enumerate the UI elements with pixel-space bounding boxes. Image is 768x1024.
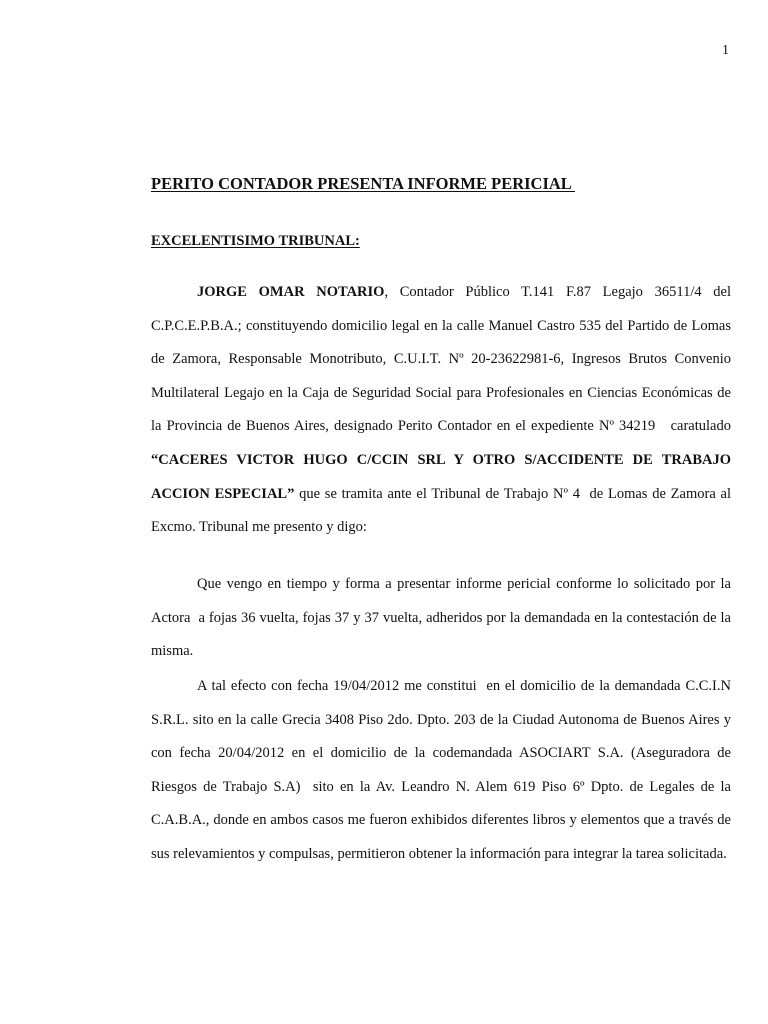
introduction-text-end: que se tramita ante el Tribunal de Trabajo Nº 4 de Lomas de Zamora al Excmo. Tribunal me presento y digo: xyxy=(151,485,735,536)
introduction-text: , Contador Público T.141 F.87 Legajo 36511/4 del C.P.C.E.P.B.A.; constituyendo domicilio legal en la calle Manuel Castro 535 del Partido de Lomas de Zamora, Responsable Monotributo, C.U.I.T. Nº 20-23622981-6, Ingresos Brutos Convenio Multilateral Legajo en la Caja de Seguridad Social para Profesionales en Ciencias Económicas de la Provincia de Buenos Aires, designado Perito Contador en el expediente Nº 34219 caratulado xyxy=(151,284,735,435)
paragraph-visits: A tal efecto con fecha 19/04/2012 me constitui en el domicilio de la demandada C.C.I.N S.R.L. sito en la calle Grecia 3408 Piso 2do. Dpto. 203 de la Ciudad Autonoma de Buenos Aires y con fecha 20/04/2012 en el domicilio de la codemandada ASOCIART S.A. (Aseguradora de Riesgos de Trabajo S.A) sito en la Av. Leandro N. Alem 619 Piso 6º Dpto. de Legales de la C.A.B.A., donde en ambos casos me fueron exhibidos diferentes libros y elementos que a través de sus relevamientos y compulsas, permitieron obtener la información para integrar la tarea solicitada. xyxy=(151,678,735,862)
document-title: PERITO CONTADOR PRESENTA INFORME PERICIAL xyxy=(151,174,576,193)
paragraph-report-presentation: Que vengo en tiempo y forma a presentar informe pericial conforme lo solicitado por la Actora a fojas 36 vuelta, fojas 37 y 37 vuelta, adheridos por la demandada en la contestación de la misma. xyxy=(151,576,735,660)
case-title: “CACERES VICTOR HUGO C/CCIN SRL Y OTRO S/ACCIDENTE DE TRABAJO ACCION ESPECIAL” xyxy=(151,451,734,502)
page-number: 1 xyxy=(722,43,729,58)
paragraph-introduction xyxy=(151,276,735,545)
author-name: JORGE OMAR NOTARIO xyxy=(197,284,385,300)
salutation: EXCELENTISIMO TRIBUNAL: xyxy=(151,233,360,249)
